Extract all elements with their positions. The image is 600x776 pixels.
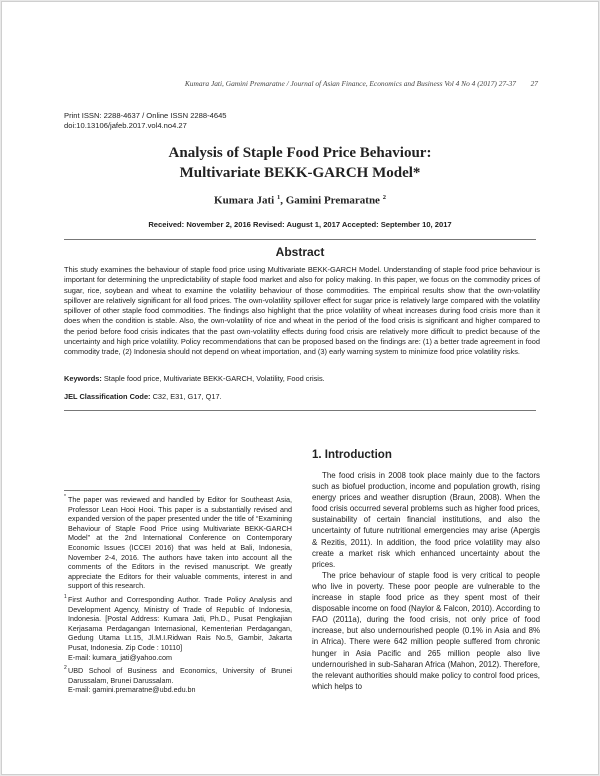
page-number: 27 [530, 79, 538, 88]
title-line-1: Analysis of Staple Food Price Behaviour: [168, 145, 432, 161]
paper-page [2, 2, 598, 774]
author-name: Kumara Jati [214, 194, 275, 207]
publication-meta [64, 111, 227, 130]
keywords-text: Staple food price, Multivariate BEKK-GARCH, Volatility, Food crisis. [101, 374, 325, 383]
introduction-body [312, 470, 540, 692]
author-list [2, 194, 598, 207]
paragraph: The price behaviour of staple food is very critical to people who live in poverty. These poor people are vulnerable to the increase in staple food price as they spent most of their disposable income on food (Naylor & Falcon, 2010). According to FAO (2011a), during the food crisis, not only price of food increase, but also undernourished people (0.1% in Asia and 8% in Africa). There were 642 million people suffered from chronic hunger in Asia Pacific and 265 million people also live undernourished in sub-Saharan Africa (Mahon, 2012). Therefore, the relevant authorities should make policy to control food prices, which helps to [312, 570, 540, 691]
title-line-2: Multivariate BEKK-GARCH Model* [179, 165, 421, 181]
paragraph: The food crisis in 2008 took place mainly due to the factors such as biofuel production, income and population growth, rising energy prices and weather disruption (Braun, 2008). When the food crisis occurred several problems such as higher food prices, sustainability of certain financial institutions, and also the uncertainty of future nutritional emergencies may arise (Apergis & Rezitis, 2011). In addition, the food price volatility may also create a market risk which enhanced uncertainty about the prices. [312, 471, 540, 569]
jel-text: C32, E31, G17, Q17. [150, 392, 222, 401]
abstract-heading: Abstract [275, 245, 325, 259]
footnote-text: First Author and Corresponding Author. Trade Policy Analysis and Development Agency, Ministry of Trade of Republic of Indonesia, Indonesia. [Postal Address: Kumara Jati, Ph.D., Pusat Pengkajian Kerjasama Perdagangan Internasional, Kementerian Perdagangan, Gedung Utama Lt.15, Jl.M.I.Ridwan Rais No.5, Gambir, Jakarta Pusat, Indonesia. Zip Code : 10110] [68, 594, 292, 652]
received-dates: Received: November 2, 2016 Revised: August 1, 2017 Accepted: September 10, 2017 [148, 220, 452, 229]
footnote-text: The paper was reviewed and handled by Editor for Southeast Asia, Professor Lean Hooi Hooi. This paper is a substantially revised and expanded version of the paper presented under the title of “Examining Behaviour of Staple Food Price using Multivariate BEKK-GARCH Model” at the 2nd International Conference on Contemporary Economic Issues (ICCEI 2016) that was held at Bali, Indonesia, November 2-4, 2016. The authors have taken into account all the comments of the Editors in the revised manuscript. We greatly appreciate the Editors for their valuable comments, interest in and support of this research. [68, 495, 292, 591]
footnote [64, 666, 292, 695]
jel-classification [64, 392, 540, 401]
footnote-rule [64, 490, 200, 491]
jel-label: JEL Classification Code: [64, 392, 151, 401]
footnote-email[interactable]: E-mail: kumara_jati@yahoo.com [68, 652, 172, 662]
running-head-text: Kumara Jati, Gamini Premaratne / Journal of Asian Finance, Economics and Business Vol 4 No 4 (2017) 27-37 [184, 79, 516, 88]
abstract-text: This study examines the behaviour of staple food price using Multivariate BEKK-GARCH Model. Understanding of staple food price behaviour is important for determining the unpredictability of staple food market and also for policy making. In this paper, we focus on the commodity prices of sugar, rice, soybean and wheat to examine the volatility behaviour of those commodities. The empirical results show that the own-volatility spillover are relatively significant for all food prices. The own-volatility spillover effect for sugar price is relatively large compared with the volatility spillover of other staple food commodities. The findings also highlight that the price volatility of wheat increases during food crisis more than it does when the condition is stable. Also, the own-volatility of rice and wheat in the period of the food crisis is significant and higher compared to the period before food crisis indicates that the past own-volatility effects during food crisis are relatively more difficult to predict because of the uncertainty and high price volatility. Policy recommendations that can be proposed based on the findings are: (1) a better trade agreement in food commodity trade, (2) Indonesia should not depend on wheat importation, and (3) early warning system to minimize food price volatility risks. [64, 265, 540, 357]
divider [64, 239, 536, 240]
footnote [64, 595, 292, 662]
author-name: Gamini Premaratne [285, 194, 380, 207]
issn-line: Print ISSN: 2288-4637 / Online ISSN 2288-4645 [64, 111, 227, 120]
footnote-mark: * [64, 494, 66, 500]
divider [64, 410, 536, 411]
footnote [64, 495, 292, 591]
footnotes [64, 490, 292, 699]
footnote-email[interactable]: E-mail: gamini.premaratne@ubd.edu.bn [68, 685, 196, 695]
section-heading: 1. Introduction [312, 449, 392, 461]
keywords-label: Keywords: [64, 374, 102, 383]
paper-title [2, 143, 598, 183]
doi-line: doi:10.13106/jafeb.2017.vol4.no4.27 [64, 120, 187, 130]
footnote-mark: 1 [64, 593, 67, 600]
footnote-mark: 2 [64, 665, 67, 672]
keywords [64, 374, 540, 383]
author-separator: , [280, 194, 286, 207]
author-mark: 2 [382, 194, 386, 201]
author-mark: 1 [277, 194, 281, 201]
footnote-text: UBD School of Business and Economics, University of Brunei Darussalam, Brunei Darussalam. [68, 666, 292, 685]
